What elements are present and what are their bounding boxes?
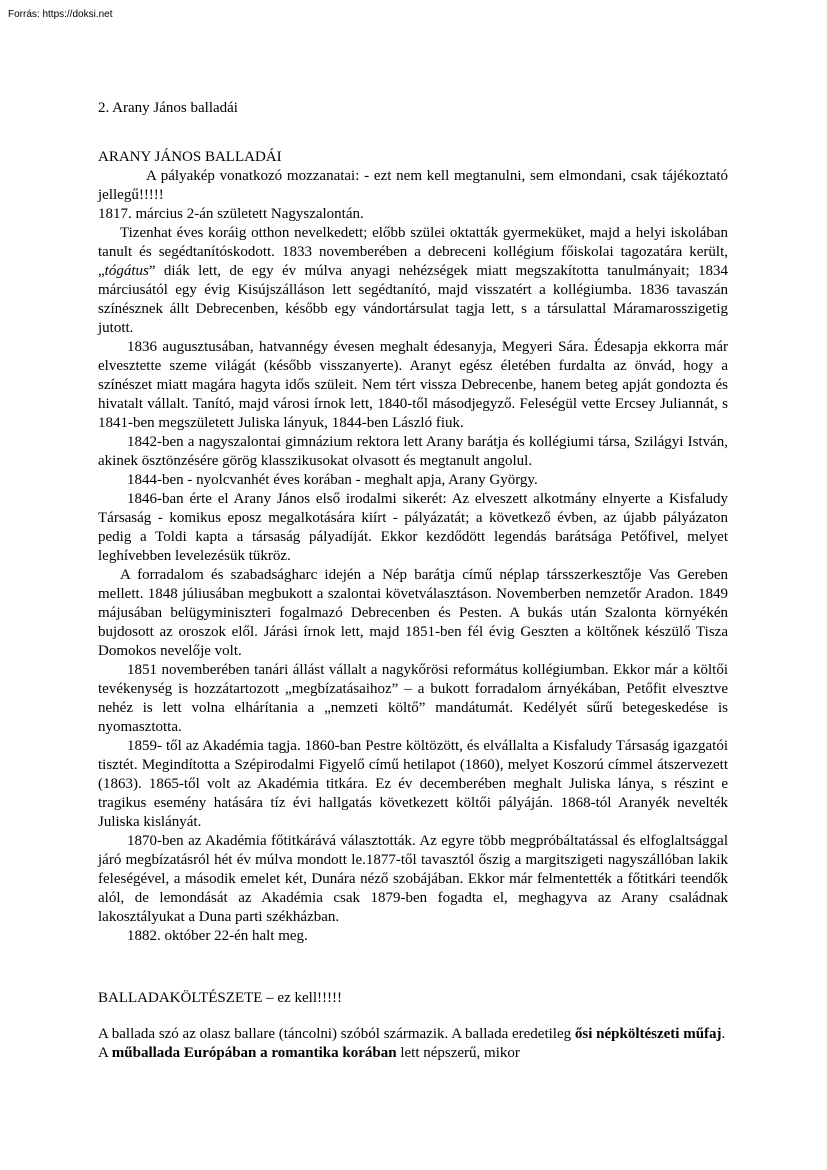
- chapter-heading: 2. Arany János balladái: [98, 100, 238, 116]
- ballad-paragraph: [98, 1025, 728, 1063]
- paragraph-3: 1842-ben a nagyszalontai gimnázium rektora lett Arany barátja és kollégiumi társa, Szilágyi István, akinek ösztönzésére görög klasszikusokat olvasott és megtanult angolul.: [98, 434, 728, 469]
- ballad-section: [98, 1025, 728, 1063]
- main-title: ARANY JÁNOS BALLADÁI: [98, 149, 282, 165]
- paragraph-5: 1846-ban érte el Arany János első irodalmi sikerét: Az elveszett alkotmány elnyerte a Kisfaludy Társaság - komikus eposz megalkotására kiírt - pályázatát; a következő évben, az újabb pályázaton pedig a Toldi kapta a társaság pályadíját. Ekkor kezdődött legendás barátsága Petőfivel, melyet leghívebben levelezésük tükröz.: [98, 491, 728, 564]
- paragraph-8: 1859- től az Akadémia tagja. 1860-ban Pestre költözött, és elvállalta a Kisfaludy Társaság igazgatói tisztét. Megindította a Szépirodalmi Figyelő című hetilapot (1860), melyet Koszorú címmel átszervezett (1863). 1865-től volt az Akadémia titkára. Ez év decemberében meghalt Juliska lánya, s részint e tragikus esemény hatására tíz évi hallgatás következett költői pályáján. 1868-tól Aranyék nevelték Juliska kislányát.: [98, 738, 728, 830]
- ballad-text-3: lett népszerű, mikor: [396, 1045, 520, 1061]
- ballad-text-2: . A: [98, 1026, 726, 1061]
- paragraph-1-text-a: Tizenhat éves koráig otthon nevelkedett; előbb szülei oktatták gyermeküket, majd a helyi iskolában tanult és segédtanítóskodott. 1833 novemberében a debreceni kollégium főiskolai tagozatára került, „: [98, 225, 728, 279]
- paragraph-10: 1882. október 22-én halt meg.: [127, 928, 308, 944]
- paragraph-9: 1870-ben az Akadémia főtitkárává választották. Az egyre több megpróbáltatással és elfoglaltsággal járó megbízatásról hét év múlva mondott le.1877-től tavasztól őszig a margitszigeti nagyszállóban lakik feleségével, a második emelet két, Dunára néző szobájában. Ekkor már felmentették a főtitkári teendők alól, de lemondását az Akadémia csak 1879-ben fogadta el, meghagyva az Arany családnak lakosztályukat a Duna parti székházban.: [98, 833, 728, 925]
- paragraph-1-text-b: ” diák lett, de egy év múlva anyagi nehézségek miatt megszakította tanulmányait; 1834 márciusától egy évig Kisújszálláson lett segédtanító, majd visszatért a kollégiumba. 1836 tavaszán színésznek állt Debrecenben, később egy vándortársulat tagja lett, s a társulattal Máramarosszigetig jutott.: [98, 263, 728, 336]
- intro-note: A pályakép vonatkozó mozzanatai: - ezt nem kell megtanulni, sem elmondani, csak tájékoztató jellegű!!!!!: [98, 168, 728, 203]
- birth-line: 1817. március 2-án született Nagyszalontán.: [98, 206, 364, 222]
- paragraph-2: 1836 augusztusában, hatvannégy évesen meghalt édesanyja, Megyeri Sára. Édesapja ekkorra már elvesztette szeme világát (később visszanyerte). Aranyt egész életében furdalta az önvád, hogy a színészet miatt magára hagyta idős szüleit. Nem tért vissza Debrecenbe, hanem beteg apját gondozta és hivatalt vállalt. Tanító, majd városi írnok lett, 1840-től másodjegyző. Feleségül vette Ercsey Juliannát, s 1841-ben megszületett Juliska lányuk, 1844-ben László fiuk.: [98, 339, 728, 431]
- ballad-text-1: A ballada szó az olasz ballare (táncolni) szóból származik. A ballada eredetileg: [98, 1026, 575, 1042]
- paragraph-1: [98, 224, 728, 338]
- ballad-bold-1: ősi népköltészeti műfaj: [574, 1026, 722, 1042]
- source-label[interactable]: Forrás: https://doksi.net: [8, 9, 113, 20]
- paragraph-4: 1844-ben - nyolcvanhét éves korában - meghalt apja, Arany György.: [127, 472, 538, 488]
- ballad-bold-2: műballada Európában a romantika korában: [111, 1045, 397, 1061]
- ballad-heading: BALLADAKÖLTÉSZETE – ez kell!!!!!: [98, 990, 342, 1006]
- paragraph-6: A forradalom és szabadságharc idején a Nép barátja című néplap társszerkesztője Vas Gereben mellett. 1848 júliusában megbukott a szalontai követválasztáson. Novemberben nemzetőr Aradon. 1849 májusában belügyminiszteri fogalmazó Debrecenben és Pesten. A bukás után Szalonta környékén bujdosott az oroszok elől. Járási írnok lett, majd 1851-ben fél évig Geszten a költőnek készülő Tisza Domokos nevelője volt.: [98, 567, 728, 659]
- paragraph-1-italic: tógátus: [104, 263, 149, 279]
- paragraph-7: 1851 novemberében tanári állást vállalt a nagykőrösi református kollégiumban. Ekkor már a költői tevékenység is hozzátartozott „megbízatásaihoz” – a bukott forradalom árnyékában, Petőfit elvesztve nehéz is lett volna elhárítania a „nemzeti költő” mandátumát. Kedélyét sűrű betegeskedése is nyomasztotta.: [98, 662, 728, 735]
- biography-section: [98, 167, 728, 946]
